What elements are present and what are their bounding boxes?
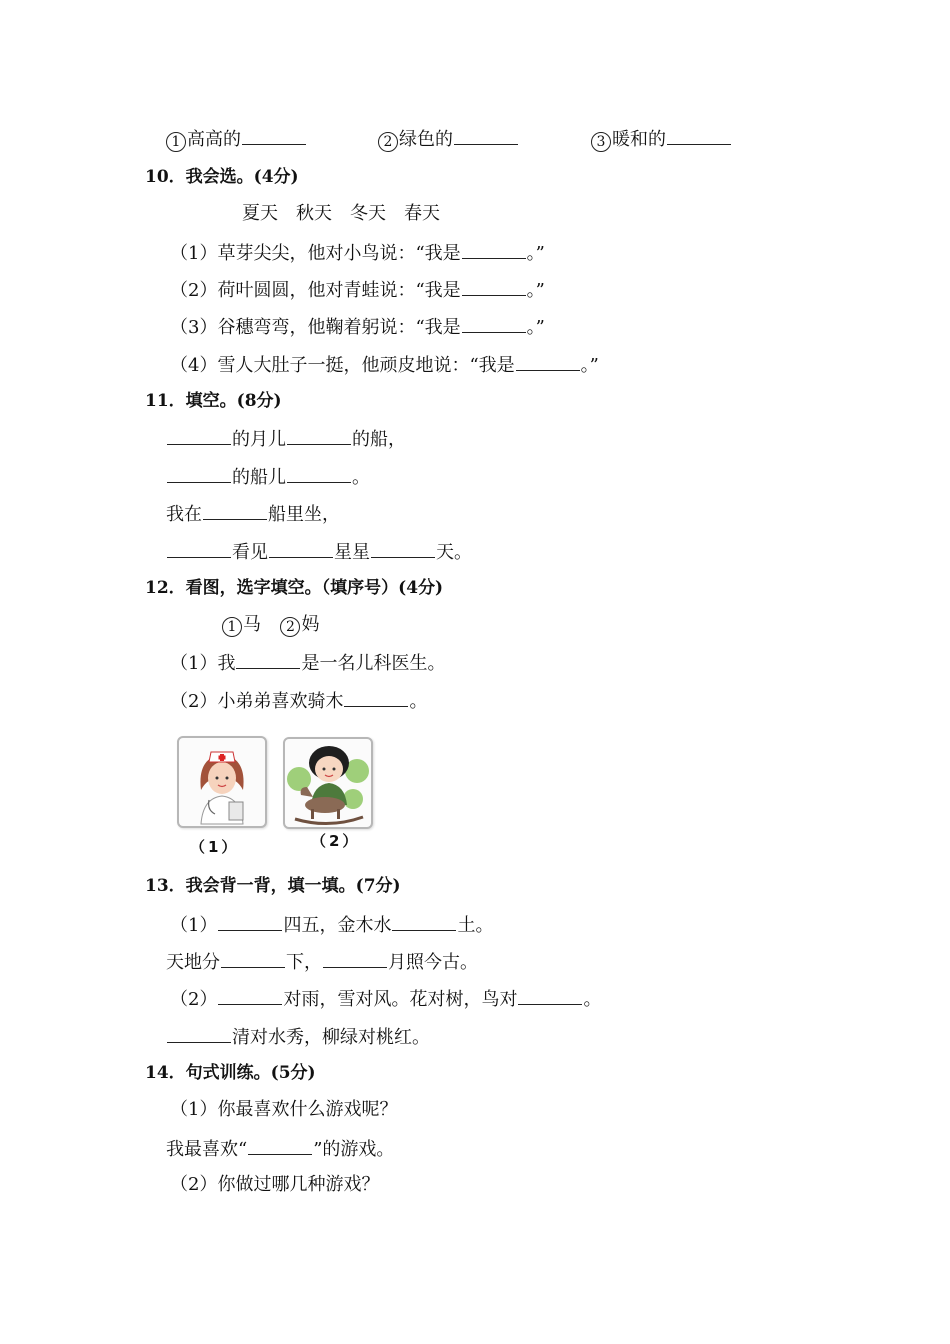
nurse-doctor-illustration <box>179 738 265 826</box>
answer-blank[interactable] <box>462 240 526 259</box>
answer-blank[interactable] <box>167 1024 231 1043</box>
q13-line-1: （1） 四五，金木水 土。 <box>170 912 493 938</box>
q11-line-1: 的月儿 的船， <box>166 426 406 452</box>
answer-blank[interactable] <box>371 539 435 558</box>
q13-line-4: 清对水秀，柳绿对桃红。 <box>166 1024 430 1050</box>
q10-item-3: （3）谷穗弯弯，他鞠着躬说：“我是 。” <box>170 314 545 340</box>
answer-blank[interactable] <box>516 352 580 371</box>
answer-blank[interactable] <box>323 949 387 968</box>
answer-blank[interactable] <box>248 1136 312 1155</box>
answer-blank[interactable] <box>269 539 333 558</box>
q13-title: 13．我会背一背，填一填。(7分) <box>145 876 401 896</box>
answer-blank[interactable] <box>392 912 456 931</box>
q14-line-2: 我最喜欢“ ”的游戏。 <box>166 1136 394 1162</box>
answer-blank[interactable] <box>242 126 306 145</box>
q10-word-bank: 夏天 秋天 冬天 春天 <box>242 203 440 224</box>
rocking-horse-picture <box>283 737 373 829</box>
q12-title: 12．看图，选字填空。（填序号）(4分) <box>145 578 444 598</box>
q11-title: 11．填空。(8分) <box>145 391 282 411</box>
answer-blank[interactable] <box>203 501 267 520</box>
answer-blank[interactable] <box>518 986 582 1005</box>
q14-line-1: （1）你最喜欢什么游戏呢？ <box>170 1099 398 1120</box>
answer-blank[interactable] <box>218 912 282 931</box>
q10-title: 10．我会选。(4分) <box>145 167 299 187</box>
q12-options: 1 马 2 妈 <box>222 613 319 637</box>
answer-blank[interactable] <box>287 426 351 445</box>
picture-label-2: （2） <box>311 832 361 850</box>
q13-line-2: 天地分 下， 月照今古。 <box>166 949 478 975</box>
q9-option-3: 3 暖和的 <box>591 126 732 152</box>
answer-blank[interactable] <box>454 126 518 145</box>
answer-blank[interactable] <box>344 688 408 707</box>
q12-item-2: （2）小弟弟喜欢骑木 。 <box>170 688 427 714</box>
q9-option-1: 1 高高的 <box>166 126 307 152</box>
q11-line-3: 我在 船里坐， <box>166 501 340 527</box>
q13-line-3: （2） 对雨，雪对风。花对树，鸟对 。 <box>170 986 601 1012</box>
q11-line-4: 看见 星星 天。 <box>166 539 472 565</box>
answer-blank[interactable] <box>218 986 282 1005</box>
q14-line-3: （2）你做过哪几种游戏？ <box>170 1174 380 1195</box>
answer-blank[interactable] <box>167 426 231 445</box>
answer-blank[interactable] <box>167 464 231 483</box>
q11-line-2: 的船儿 。 <box>166 464 370 490</box>
q10-item-1: （1）草芽尖尖，他对小鸟说：“我是 。” <box>170 240 545 266</box>
q10-item-4: （4）雪人大肚子一挺，他顽皮地说：“我是 。” <box>170 352 599 378</box>
q14-title: 14．句式训练。(5分) <box>145 1063 316 1083</box>
answer-blank[interactable] <box>236 650 300 669</box>
picture-label-1: （1） <box>190 838 240 856</box>
boy-on-rocking-horse-illustration <box>285 739 371 827</box>
q12-item-1: （1）我 是一名儿科医生。 <box>170 650 445 676</box>
answer-blank[interactable] <box>167 539 231 558</box>
answer-blank[interactable] <box>287 464 351 483</box>
q10-item-2: （2）荷叶圆圆，他对青蛙说：“我是 。” <box>170 277 545 303</box>
answer-blank[interactable] <box>462 277 526 296</box>
answer-blank[interactable] <box>667 126 731 145</box>
q9-option-2: 2 绿色的 <box>378 126 519 152</box>
doctor-picture <box>177 736 267 828</box>
answer-blank[interactable] <box>462 314 526 333</box>
answer-blank[interactable] <box>221 949 285 968</box>
